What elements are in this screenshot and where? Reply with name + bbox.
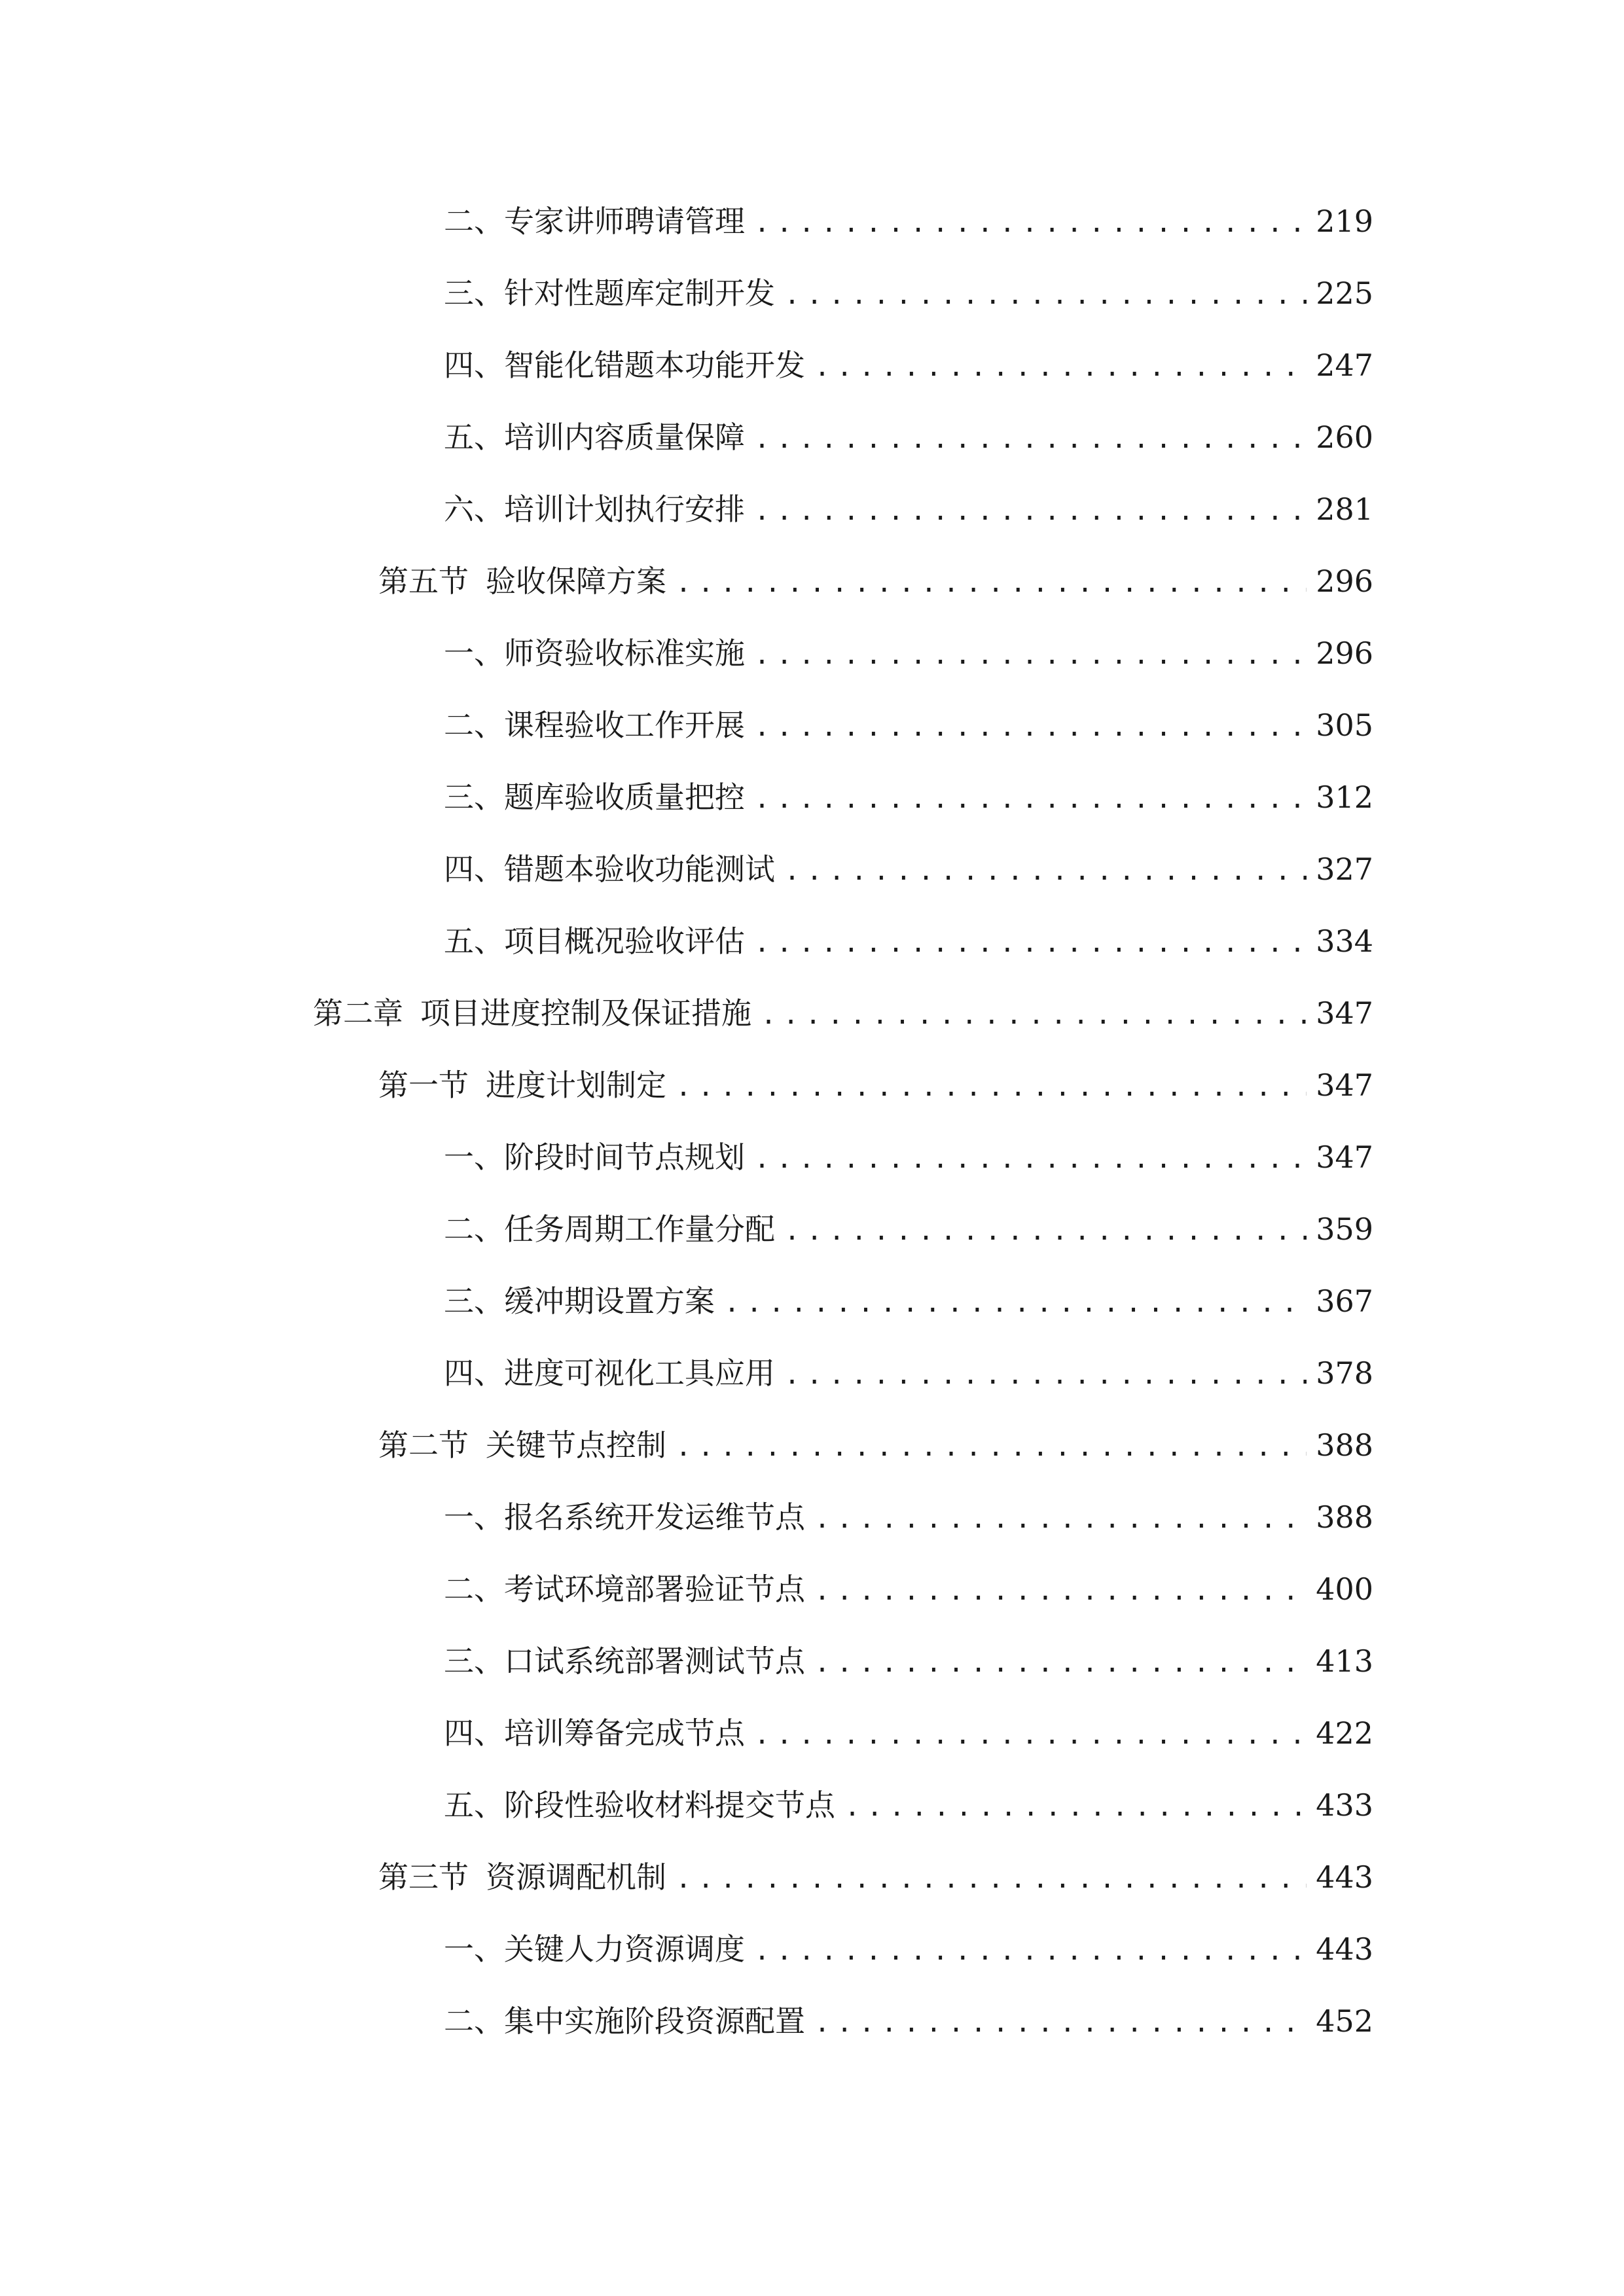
toc-entry-page-number: 219 (1316, 204, 1373, 239)
toc-entry-page-number: 388 (1316, 1427, 1373, 1463)
toc-entry-number: 二、 (444, 204, 504, 239)
toc-entry[interactable] (0, 1769, 1624, 1841)
toc-dot-leader (844, 1771, 1307, 1843)
toc-entry-title: 智能化错题本功能开发 (504, 348, 805, 383)
toc-dot-leader (754, 619, 1307, 691)
toc-entry-title: 阶段时间节点规划 (504, 1139, 745, 1175)
toc-dot-leader (754, 403, 1307, 475)
toc-entry-page-number: 443 (1316, 1931, 1373, 1967)
toc-dot-leader (754, 1699, 1307, 1771)
toc-entry-number: 三、 (444, 780, 504, 815)
toc-dot-leader (814, 1555, 1307, 1627)
toc-entry-page-number: 452 (1316, 2003, 1373, 2039)
toc-entry-title: 进度计划制定 (486, 1067, 666, 1103)
toc-entry-title: 考试环境部署验证节点 (504, 1571, 805, 1607)
toc-entry-title: 验收保障方案 (486, 564, 666, 599)
toc-dot-leader (754, 691, 1307, 763)
toc-entry-title: 课程验收工作开展 (504, 708, 745, 743)
toc-entry-title: 关键人力资源调度 (504, 1931, 745, 1967)
toc-entry-number: 四、 (444, 852, 504, 887)
toc-entry-title: 错题本验收功能测试 (504, 852, 775, 887)
toc-entry[interactable] (0, 1625, 1624, 1697)
toc-dot-leader (814, 1987, 1307, 2059)
toc-entry[interactable] (0, 185, 1624, 257)
toc-entry-title: 资源调配机制 (486, 1859, 666, 1895)
toc-entry-number: 五、 (444, 420, 504, 455)
toc-entry-number: 四、 (444, 1355, 504, 1391)
toc-entry-page-number: 327 (1316, 852, 1373, 887)
toc-entry-number: 一、 (444, 636, 504, 671)
toc-entry-title: 口试系统部署测试节点 (504, 1643, 805, 1679)
toc-dot-leader (784, 835, 1307, 907)
toc-entry[interactable] (0, 905, 1624, 977)
toc-entry-number: 三、 (444, 1283, 504, 1319)
toc-dot-leader (784, 1195, 1307, 1267)
toc-entry[interactable] (0, 761, 1624, 833)
toc-entry-number: 五、 (444, 924, 504, 959)
toc-entry-page-number: 378 (1316, 1355, 1373, 1391)
toc-entry-title: 题库验收质量把控 (504, 780, 745, 815)
toc-entry-title: 项目进度控制及保证措施 (420, 996, 751, 1031)
toc-entry-number: 二、 (444, 1571, 504, 1607)
toc-dot-leader (814, 1627, 1307, 1699)
toc-dot-leader (754, 1915, 1307, 1987)
toc-dot-leader (724, 1267, 1307, 1339)
toc-entry-title: 培训内容质量保障 (504, 420, 745, 455)
toc-entry-page-number: 413 (1316, 1643, 1373, 1679)
toc-entry-number: 第三节 (378, 1859, 469, 1895)
toc-entry-page-number: 260 (1316, 420, 1373, 455)
toc-entry-title: 缓冲期设置方案 (504, 1283, 715, 1319)
table-of-contents (0, 185, 1624, 2057)
toc-entry-number: 第五节 (378, 564, 469, 599)
toc-entry-page-number: 225 (1316, 276, 1373, 311)
toc-entry-page-number: 347 (1316, 1067, 1373, 1103)
toc-entry-page-number: 443 (1316, 1859, 1373, 1895)
toc-entry[interactable] (0, 545, 1624, 617)
toc-entry-number: 第二节 (378, 1427, 469, 1463)
toc-entry[interactable] (0, 977, 1624, 1049)
toc-entry-number: 一、 (444, 1499, 504, 1535)
toc-entry-page-number: 367 (1316, 1283, 1373, 1319)
toc-entry-title: 进度可视化工具应用 (504, 1355, 775, 1391)
toc-entry-title: 关键节点控制 (486, 1427, 666, 1463)
toc-entry-title: 针对性题库定制开发 (504, 276, 775, 311)
toc-entry[interactable] (0, 1049, 1624, 1121)
toc-entry-number: 第二章 (313, 996, 403, 1031)
toc-entry-number: 二、 (444, 1211, 504, 1247)
toc-entry[interactable] (0, 329, 1624, 401)
toc-entry-page-number: 247 (1316, 348, 1373, 383)
toc-entry-number: 一、 (444, 1931, 504, 1967)
toc-entry-page-number: 347 (1316, 1139, 1373, 1175)
toc-entry-page-number: 334 (1316, 924, 1373, 959)
toc-dot-leader (814, 331, 1307, 403)
toc-entry[interactable] (0, 1481, 1624, 1553)
toc-entry-title: 专家讲师聘请管理 (504, 204, 745, 239)
toc-dot-leader (676, 547, 1307, 619)
toc-entry[interactable] (0, 1337, 1624, 1409)
toc-dot-leader (784, 1339, 1307, 1411)
toc-entry[interactable] (0, 1697, 1624, 1769)
toc-entry[interactable] (0, 1121, 1624, 1193)
toc-entry[interactable] (0, 1265, 1624, 1337)
toc-entry[interactable] (0, 1841, 1624, 1913)
toc-dot-leader (754, 907, 1307, 979)
toc-entry-number: 二、 (444, 708, 504, 743)
toc-entry-title: 师资验收标准实施 (504, 636, 745, 671)
toc-dot-leader (754, 1123, 1307, 1195)
toc-entry-page-number: 347 (1316, 996, 1373, 1031)
toc-entry-title: 培训筹备完成节点 (504, 1715, 745, 1751)
toc-entry[interactable] (0, 1913, 1624, 1985)
toc-dot-leader (676, 1051, 1307, 1123)
toc-entry[interactable] (0, 1553, 1624, 1625)
toc-entry-title: 报名系统开发运维节点 (504, 1499, 805, 1535)
toc-entry[interactable] (0, 1985, 1624, 2057)
toc-entry-number: 第一节 (378, 1067, 469, 1103)
toc-entry-number: 一、 (444, 1139, 504, 1175)
toc-entry-page-number: 305 (1316, 708, 1373, 743)
toc-entry-number: 二、 (444, 2003, 504, 2039)
toc-dot-leader (676, 1411, 1307, 1483)
toc-entry-page-number: 422 (1316, 1715, 1373, 1751)
toc-entry-title: 培训计划执行安排 (504, 492, 745, 527)
toc-entry-page-number: 296 (1316, 564, 1373, 599)
toc-entry[interactable] (0, 473, 1624, 545)
toc-entry-number: 五、 (444, 1787, 504, 1823)
toc-entry-title: 任务周期工作量分配 (504, 1211, 775, 1247)
toc-entry-number: 四、 (444, 1715, 504, 1751)
toc-entry[interactable] (0, 617, 1624, 689)
toc-entry-page-number: 388 (1316, 1499, 1373, 1535)
toc-dot-leader (814, 1483, 1307, 1555)
toc-entry[interactable] (0, 1409, 1624, 1481)
toc-entry-page-number: 312 (1316, 780, 1373, 815)
toc-dot-leader (676, 1843, 1307, 1915)
toc-entry-number: 三、 (444, 1643, 504, 1679)
toc-entry-number: 四、 (444, 348, 504, 383)
toc-entry-page-number: 281 (1316, 492, 1373, 527)
toc-entry-page-number: 296 (1316, 636, 1373, 671)
toc-entry-page-number: 400 (1316, 1571, 1373, 1607)
toc-entry[interactable] (0, 257, 1624, 329)
toc-entry[interactable] (0, 689, 1624, 761)
toc-entry-number: 六、 (444, 492, 504, 527)
toc-entry-title: 项目概况验收评估 (504, 924, 745, 959)
toc-entry-title: 集中实施阶段资源配置 (504, 2003, 805, 2039)
toc-entry-page-number: 359 (1316, 1211, 1373, 1247)
toc-entry[interactable] (0, 833, 1624, 905)
toc-dot-leader (754, 187, 1307, 259)
toc-dot-leader (754, 763, 1307, 835)
toc-entry-number: 三、 (444, 276, 504, 311)
toc-dot-leader (784, 259, 1307, 331)
toc-entry[interactable] (0, 401, 1624, 473)
toc-dot-leader (761, 979, 1307, 1051)
toc-dot-leader (754, 475, 1307, 547)
toc-entry[interactable] (0, 1193, 1624, 1265)
toc-entry-page-number: 433 (1316, 1787, 1373, 1823)
toc-entry-title: 阶段性验收材料提交节点 (504, 1787, 835, 1823)
